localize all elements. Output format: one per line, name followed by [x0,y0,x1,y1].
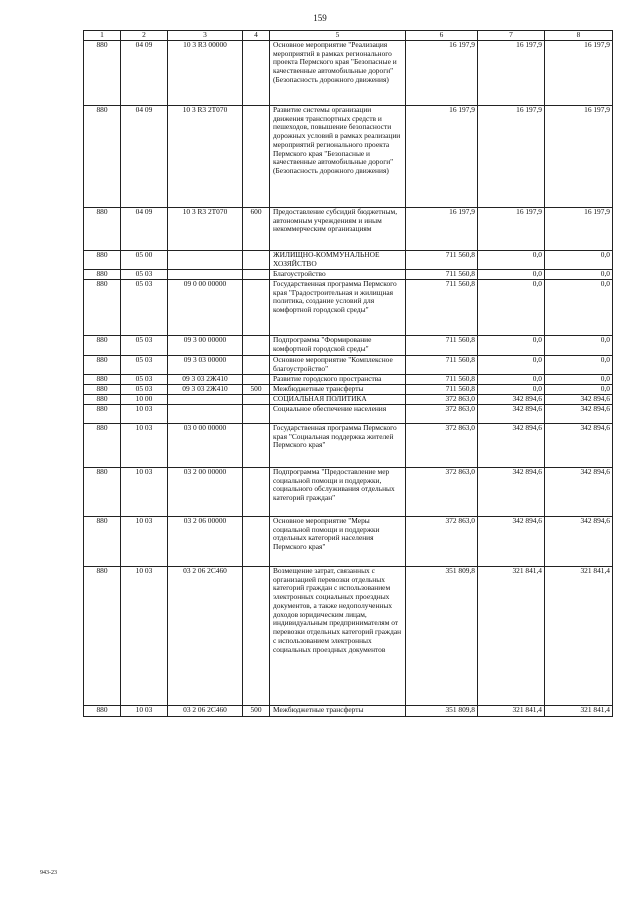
cell-target-article: 09 0 00 00000 [168,280,243,336]
column-header: 8 [545,31,613,41]
cell-amount-year1: 711 560,8 [406,356,478,375]
cell-amount-year1: 351 809,8 [406,706,478,717]
cell-section-code: 10 00 [121,395,168,405]
cell-description: Межбюджетные трансферты [270,706,406,717]
cell-amount-year1: 351 809,8 [406,567,478,706]
cell-ministry-code: 880 [84,567,121,706]
cell-section-code: 10 03 [121,405,168,424]
table-row [84,517,613,567]
table-row [84,405,613,424]
cell-section-code: 10 03 [121,468,168,517]
cell-amount-year3: 16 197,9 [545,41,613,106]
cell-section-code: 04 09 [121,106,168,208]
cell-section-code: 05 03 [121,375,168,385]
cell-amount-year1: 711 560,8 [406,270,478,280]
cell-amount-year3: 342 894,6 [545,517,613,567]
cell-section-code: 05 03 [121,356,168,375]
cell-expense-type [243,405,270,424]
cell-ministry-code: 880 [84,208,121,251]
cell-amount-year3: 0,0 [545,375,613,385]
cell-ministry-code: 880 [84,375,121,385]
cell-amount-year1: 711 560,8 [406,336,478,356]
cell-expense-type [243,375,270,385]
cell-section-code: 10 03 [121,567,168,706]
cell-amount-year2: 16 197,9 [478,106,545,208]
cell-description: Основное мероприятие "Реализация мероприятий в рамках регионального проекта Пермского края "Безопасные и качественные автомобильные дороги" (Безопасность дорожного движения) [270,41,406,106]
cell-description: Предоставление субсидий бюджетным, автономным учреждениям и иным некоммерческим организациям [270,208,406,251]
cell-amount-year2: 321 841,4 [478,706,545,717]
cell-target-article: 09 3 00 00000 [168,336,243,356]
cell-expense-type [243,517,270,567]
cell-expense-type [243,251,270,270]
cell-description: СОЦИАЛЬНАЯ ПОЛИТИКА [270,395,406,405]
budget-table [83,30,613,717]
cell-section-code: 05 00 [121,251,168,270]
cell-target-article [168,405,243,424]
cell-ministry-code: 880 [84,385,121,395]
cell-section-code: 05 03 [121,280,168,336]
cell-expense-type: 500 [243,385,270,395]
cell-amount-year2: 342 894,6 [478,468,545,517]
cell-description: Государственная программа Пермского края "Социальная поддержка жителей Пермского края" [270,424,406,468]
cell-ministry-code: 880 [84,706,121,717]
cell-expense-type: 600 [243,208,270,251]
cell-target-article: 09 3 03 00000 [168,356,243,375]
cell-amount-year2: 0,0 [478,375,545,385]
cell-amount-year1: 711 560,8 [406,280,478,336]
table-row [84,395,613,405]
cell-description: Межбюджетные трансферты [270,385,406,395]
cell-expense-type [243,424,270,468]
footer-code: 943-23 [40,870,57,876]
cell-amount-year2: 342 894,6 [478,405,545,424]
cell-target-article: 03 2 06 2С460 [168,567,243,706]
cell-description: Благоустройство [270,270,406,280]
cell-amount-year3: 342 894,6 [545,405,613,424]
cell-amount-year1: 711 560,8 [406,375,478,385]
table-row [84,251,613,270]
cell-ministry-code: 880 [84,405,121,424]
cell-target-article: 10 3 R3 2Т070 [168,208,243,251]
cell-amount-year3: 321 841,4 [545,706,613,717]
cell-target-article: 03 2 00 00000 [168,468,243,517]
table-row [84,106,613,208]
column-header: 5 [270,31,406,41]
cell-section-code: 04 09 [121,41,168,106]
table-header-row [84,31,613,41]
cell-amount-year2: 16 197,9 [478,208,545,251]
cell-target-article: 10 3 R3 2Т070 [168,106,243,208]
cell-description: ЖИЛИЩНО-КОММУНАЛЬНОЕ ХОЗЯЙСТВО [270,251,406,270]
cell-expense-type [243,395,270,405]
cell-amount-year1: 16 197,9 [406,208,478,251]
cell-section-code: 05 03 [121,385,168,395]
cell-ministry-code: 880 [84,468,121,517]
cell-section-code: 05 03 [121,270,168,280]
cell-ministry-code: 880 [84,424,121,468]
cell-amount-year2: 0,0 [478,356,545,375]
cell-amount-year2: 0,0 [478,251,545,270]
column-header: 3 [168,31,243,41]
cell-ministry-code: 880 [84,41,121,106]
cell-description: Подпрограмма "Формирование комфортной городской среды" [270,336,406,356]
cell-amount-year3: 0,0 [545,385,613,395]
cell-amount-year1: 372 863,0 [406,395,478,405]
column-header: 2 [121,31,168,41]
cell-target-article: 09 3 03 2Ж410 [168,375,243,385]
cell-amount-year3: 342 894,6 [545,468,613,517]
column-header: 6 [406,31,478,41]
cell-amount-year3: 0,0 [545,280,613,336]
cell-target-article: 09 3 03 2Ж410 [168,385,243,395]
table-row [84,424,613,468]
table-row [84,336,613,356]
cell-description: Основное мероприятие "Меры социальной помощи и поддержки отдельных категорий населения Пермского края" [270,517,406,567]
cell-expense-type [243,106,270,208]
cell-amount-year1: 372 863,0 [406,517,478,567]
cell-amount-year3: 342 894,6 [545,395,613,405]
cell-amount-year3: 0,0 [545,336,613,356]
cell-expense-type [243,270,270,280]
table-row [84,706,613,717]
table-row [84,280,613,336]
table-row [84,375,613,385]
cell-amount-year2: 0,0 [478,385,545,395]
cell-section-code: 10 03 [121,517,168,567]
table-row [84,208,613,251]
table-row [84,41,613,106]
column-header: 4 [243,31,270,41]
column-header: 1 [84,31,121,41]
cell-expense-type [243,280,270,336]
cell-amount-year1: 16 197,9 [406,41,478,106]
cell-target-article: 10 3 R3 00000 [168,41,243,106]
cell-amount-year1: 372 863,0 [406,424,478,468]
page-number: 159 [313,13,327,23]
column-header: 7 [478,31,545,41]
cell-description: Государственная программа Пермского края "Градостроительная и жилищная политика, создание условий для комфортной городской среды" [270,280,406,336]
cell-ministry-code: 880 [84,280,121,336]
cell-amount-year3: 16 197,9 [545,208,613,251]
cell-expense-type: 500 [243,706,270,717]
table-row [84,270,613,280]
cell-ministry-code: 880 [84,106,121,208]
cell-amount-year2: 16 197,9 [478,41,545,106]
table-row [84,468,613,517]
table-row [84,385,613,395]
cell-ministry-code: 880 [84,270,121,280]
cell-expense-type [243,336,270,356]
cell-section-code: 04 09 [121,208,168,251]
cell-description: Основное мероприятие "Комплексное благоустройство" [270,356,406,375]
cell-expense-type [243,41,270,106]
cell-section-code: 05 03 [121,336,168,356]
cell-amount-year3: 0,0 [545,270,613,280]
cell-target-article [168,395,243,405]
cell-expense-type [243,468,270,517]
cell-amount-year2: 342 894,6 [478,395,545,405]
cell-target-article [168,251,243,270]
cell-target-article: 03 2 06 2С460 [168,706,243,717]
cell-amount-year2: 0,0 [478,336,545,356]
cell-amount-year2: 0,0 [478,280,545,336]
cell-ministry-code: 880 [84,517,121,567]
cell-amount-year1: 711 560,8 [406,385,478,395]
cell-amount-year2: 342 894,6 [478,517,545,567]
cell-amount-year2: 321 841,4 [478,567,545,706]
cell-description: Возмещение затрат, связанных с организацией перевозки отдельных категорий граждан с использованием электронных социальных проездных документов, а также недополученных доходов юридическим лицам, индивидуальным предпринимателям от перевозки отдельных категорий граждан с использованием электронных социальных проездных документов [270,567,406,706]
cell-amount-year3: 342 894,6 [545,424,613,468]
cell-description: Подпрограмма "Предоставление мер социальной помощи и поддержки, социального обслуживания отдельных категорий граждан" [270,468,406,517]
table-row [84,356,613,375]
cell-amount-year3: 0,0 [545,356,613,375]
cell-target-article [168,270,243,280]
cell-amount-year1: 711 560,8 [406,251,478,270]
cell-ministry-code: 880 [84,251,121,270]
cell-ministry-code: 880 [84,356,121,375]
cell-amount-year3: 321 841,4 [545,567,613,706]
table-row [84,567,613,706]
cell-description: Развитие системы организации движения транспортных средств и пешеходов, повышение безопасности дорожных условий в рамках реализации мероприятий регионального проекта Пермского края "Безопасные и качественные автомобильные дороги" (Безопасность дорожного движения) [270,106,406,208]
cell-amount-year2: 0,0 [478,270,545,280]
cell-amount-year3: 16 197,9 [545,106,613,208]
cell-expense-type [243,356,270,375]
cell-amount-year1: 372 863,0 [406,468,478,517]
cell-amount-year3: 0,0 [545,251,613,270]
cell-ministry-code: 880 [84,336,121,356]
cell-target-article: 03 0 00 00000 [168,424,243,468]
cell-amount-year2: 342 894,6 [478,424,545,468]
cell-description: Развитие городского пространства [270,375,406,385]
cell-amount-year1: 372 863,0 [406,405,478,424]
cell-section-code: 10 03 [121,706,168,717]
cell-ministry-code: 880 [84,395,121,405]
cell-section-code: 10 03 [121,424,168,468]
cell-description: Социальное обеспечение населения [270,405,406,424]
cell-expense-type [243,567,270,706]
cell-amount-year1: 16 197,9 [406,106,478,208]
cell-target-article: 03 2 06 00000 [168,517,243,567]
